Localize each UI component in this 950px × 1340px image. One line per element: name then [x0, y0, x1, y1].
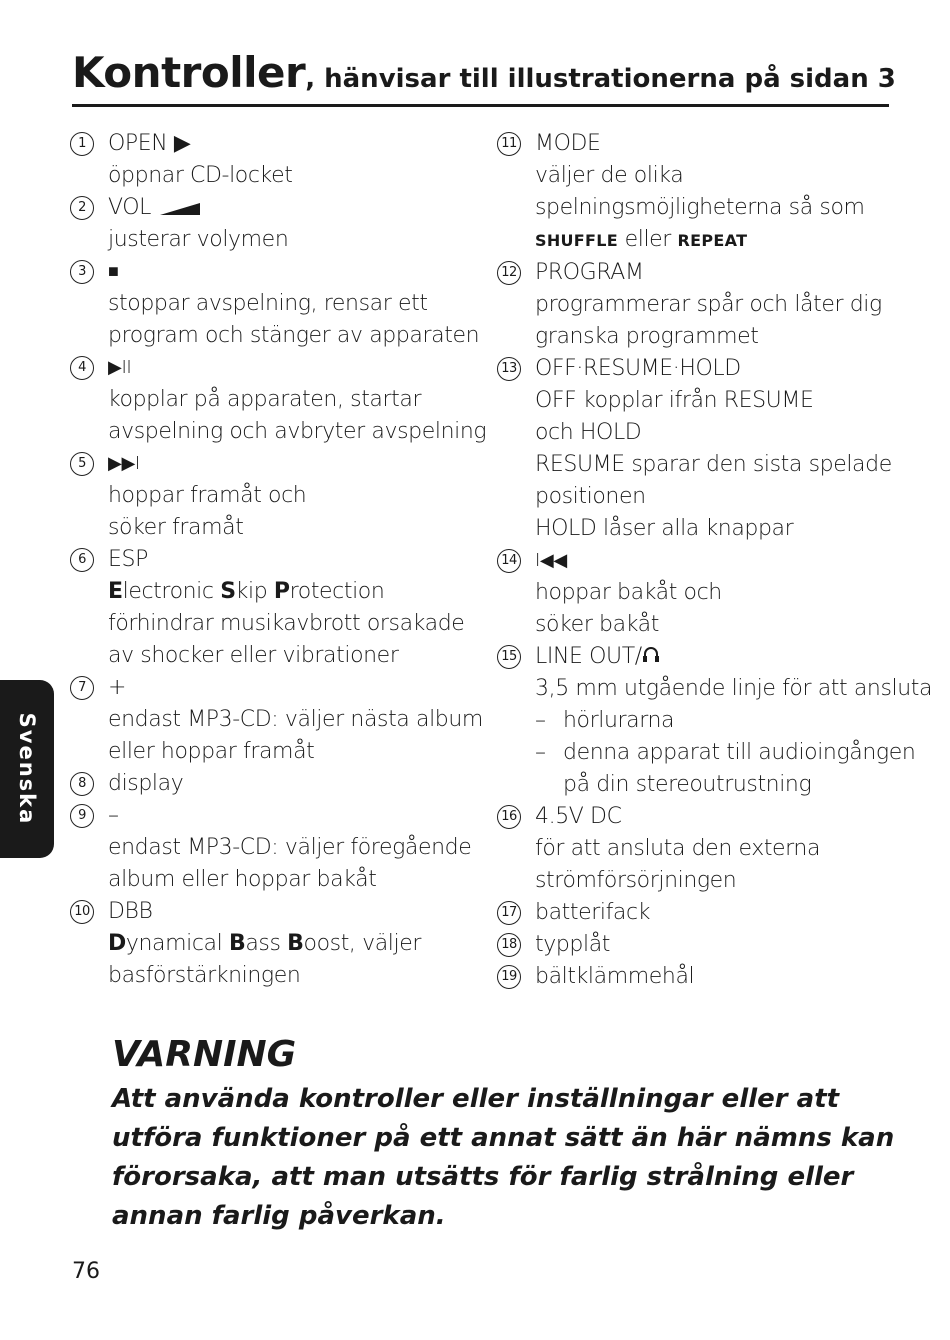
page-number: 76 — [72, 1259, 100, 1284]
item-desc: OFF kopplar ifrån RESUME — [535, 388, 814, 413]
item-desc: hoppar bakåt och — [535, 580, 722, 605]
control-item-6 — [70, 544, 480, 672]
stop-icon: ■ — [108, 261, 119, 282]
item-number: 8 — [70, 772, 94, 796]
warning-text — [112, 1080, 902, 1236]
line-out-option: – denna apparat till audioingången — [535, 740, 916, 765]
play-pause-icon: ▶II — [108, 357, 132, 378]
item-name: OPEN ▶ — [108, 131, 191, 156]
item-name: LINE OUT/ — [535, 644, 642, 669]
item-desc: väljer de olika — [535, 163, 684, 188]
control-item-11 — [497, 128, 917, 257]
dbb-expansion: Dynamical Bass Boost, väljer — [108, 931, 422, 956]
item-number: 12 — [497, 261, 521, 285]
control-item-4 — [70, 352, 487, 448]
control-item-12 — [497, 257, 917, 353]
control-item-14 — [497, 545, 917, 641]
volume-ramp-icon — [158, 199, 202, 217]
warning-title: VARNING — [112, 1034, 297, 1075]
control-item-9 — [70, 800, 480, 896]
warning-line: Att använda kontroller eller inställningar eller att — [112, 1084, 840, 1114]
item-desc: RESUME sparar den sista spelade — [535, 452, 892, 477]
item-name: OFF·RESUME·HOLD — [535, 356, 741, 381]
item-number: 4 — [70, 356, 94, 380]
item-number: 9 — [70, 804, 94, 828]
item-name: PROGRAM — [535, 260, 644, 285]
item-desc: endast MP3-CD: väljer nästa album — [108, 707, 483, 732]
skip-forward-icon: ▶▶I — [108, 453, 140, 474]
control-item-3 — [70, 256, 480, 352]
title-rule — [72, 104, 889, 107]
item-name: bältklämmehål — [535, 964, 695, 989]
item-desc: programmerar spår och låter dig — [535, 292, 882, 317]
item-name: – — [108, 803, 119, 828]
control-item-17 — [497, 897, 917, 929]
esp-expansion: Electronic Skip Protection — [108, 579, 385, 604]
control-item-1 — [70, 128, 480, 192]
item-name: 4.5V DC — [535, 804, 622, 829]
mode-options: SHUFFLE eller REPEAT — [535, 227, 748, 252]
item-name: batterifack — [535, 900, 651, 925]
item-desc: av shocker eller vibrationer — [108, 643, 399, 668]
control-item-8 — [70, 768, 480, 800]
item-desc: justerar volymen — [108, 227, 289, 252]
item-desc: avspelning och avbryter avspelning — [108, 419, 487, 444]
item-name: MODE — [535, 131, 601, 156]
control-item-16 — [497, 801, 917, 897]
item-desc: öppnar CD-locket — [108, 163, 293, 188]
item-desc: hoppar framåt och — [108, 483, 307, 508]
control-item-19 — [497, 961, 917, 993]
warning-line: förorsaka, att man utsätts för farlig strålning eller — [112, 1162, 854, 1192]
control-item-10 — [70, 896, 480, 992]
item-desc: kopplar på apparaten, startar — [108, 387, 422, 412]
item-number: 19 — [497, 965, 521, 989]
item-number: 16 — [497, 805, 521, 829]
warning-line: annan farlig påverkan. — [112, 1201, 446, 1231]
control-item-13 — [497, 353, 917, 545]
item-desc: granska programmet — [535, 324, 759, 349]
item-desc: förhindrar musikavbrott orsakade — [108, 611, 465, 636]
item-number: 2 — [70, 196, 94, 220]
item-desc: album eller hoppar bakåt — [108, 867, 377, 892]
item-desc: 3,5 mm utgående linje för att ansluta — [535, 676, 933, 701]
item-number: 13 — [497, 357, 521, 381]
language-tab-label: Svenska — [15, 712, 39, 826]
item-number: 11 — [497, 132, 521, 156]
language-tab — [0, 680, 54, 858]
item-name: ESP — [108, 547, 148, 572]
item-desc: för att ansluta den externa — [535, 836, 821, 861]
item-name: DBB — [108, 899, 153, 924]
item-desc: endast MP3-CD: väljer föregående — [108, 835, 472, 860]
title-sub: , hänvisar till illustrationerna på sidan 3 — [305, 64, 896, 94]
item-number: 10 — [70, 900, 94, 924]
item-desc: HOLD låser alla knappar — [535, 516, 794, 541]
item-desc: söker bakåt — [535, 612, 659, 637]
item-number: 18 — [497, 933, 521, 957]
item-number: 7 — [70, 676, 94, 700]
item-name: + — [108, 675, 127, 700]
headphones-icon — [642, 645, 660, 665]
item-number: 14 — [497, 549, 521, 573]
item-name: VOL — [108, 195, 152, 220]
item-number: 6 — [70, 548, 94, 572]
item-desc: basförstärkningen — [108, 963, 301, 988]
item-number: 17 — [497, 901, 521, 925]
item-desc: program och stänger av apparaten — [108, 323, 480, 348]
page-title — [72, 48, 896, 97]
item-number: 3 — [70, 260, 94, 284]
item-desc: och HOLD — [535, 420, 642, 445]
left-column — [70, 128, 487, 992]
item-number: 1 — [70, 132, 94, 156]
control-item-18 — [497, 929, 917, 961]
control-item-2 — [70, 192, 480, 256]
item-desc: spelningsmöjligheterna så som — [535, 195, 865, 220]
skip-back-icon: I◀◀ — [535, 550, 567, 571]
item-desc: söker framåt — [108, 515, 244, 540]
line-out-option-cont: på din stereoutrustning — [563, 772, 812, 797]
title-main: Kontroller — [72, 48, 306, 97]
item-desc: eller hoppar framåt — [108, 739, 315, 764]
item-number: 5 — [70, 452, 94, 476]
control-item-5 — [70, 448, 480, 544]
item-desc: strömförsörjningen — [535, 868, 737, 893]
control-item-15 — [497, 641, 933, 801]
item-name: display — [108, 771, 184, 796]
item-number: 15 — [497, 645, 521, 669]
control-item-7 — [70, 672, 483, 768]
item-desc: positionen — [535, 484, 646, 509]
item-desc: stoppar avspelning, rensar ett — [108, 291, 428, 316]
item-name: typplåt — [535, 932, 610, 957]
warning-line: utföra funktioner på ett annat sätt än här nämns kan — [112, 1123, 895, 1153]
line-out-option: – hörlurarna — [535, 708, 675, 733]
right-column — [497, 128, 933, 993]
